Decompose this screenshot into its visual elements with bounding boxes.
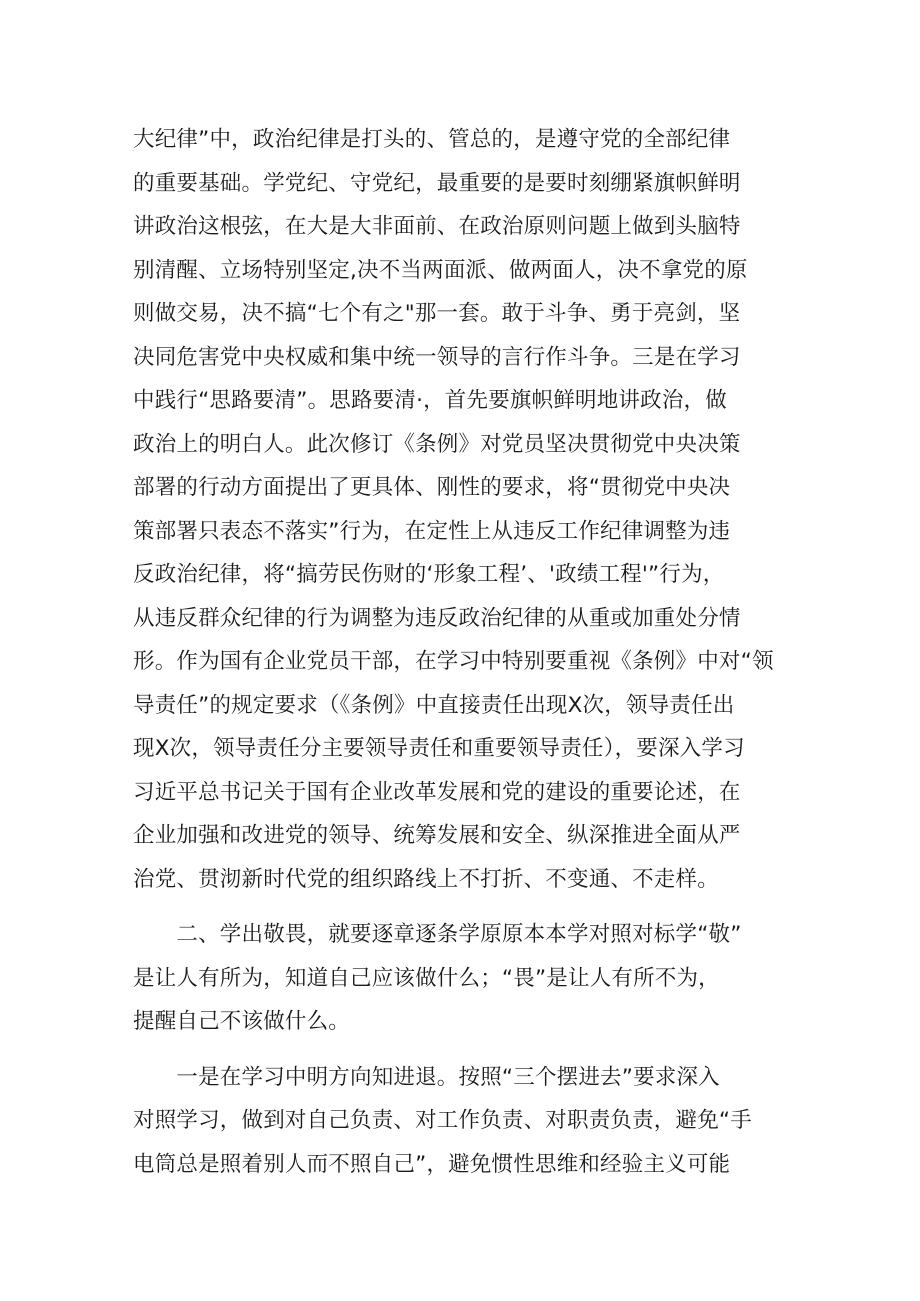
text-line: 策部署只表态不落实”行为，在定性上从违反工作纪律调整为违 <box>133 518 731 544</box>
text-line: 形。作为国有企业党员干部，在学习中特别要重视《条例》中对“领 <box>133 649 774 674</box>
text-line: 大纪律”中，政治纪律是打头的、管总的，是遵守党的全部纪律 <box>133 127 731 152</box>
text-line: 导责任”的规定要求（《条例》中直接责任出现X次，领导责任出 <box>133 692 735 718</box>
text-line: 习近平总书记关于国有企业改革发展和党的建设的重要论述，在 <box>133 779 741 805</box>
paragraph-gap <box>133 901 793 913</box>
paragraph-1 <box>133 118 793 901</box>
text-line: 则做交易，决不搞“七个有之"那一套。敢于斗争、勇于亮剑，坚 <box>133 301 741 326</box>
text-line: 反政治纪律，将“搞劳民伤财的‘形象工程’、'政绩工程'”行为， <box>133 562 725 587</box>
text-line: 对照学习，做到对自己负责、对工作负责、对职责负责，避免“手 <box>133 1108 752 1133</box>
text-line: 中践行“思路要清”。思路要清·，首先要旗帜鲜明地讲政治，做 <box>133 388 727 413</box>
text-line: 政治上的明白人。此次修订《条例》对党员坚决贯彻党中央决策 <box>133 431 741 457</box>
text-line: 二、学出敬畏，就要逐章逐条学原原本本学对照对标学“敬” <box>133 922 742 947</box>
text-line: 电筒总是照着别人而不照自己”，避免惯性思维和经验主义可能 <box>133 1151 731 1177</box>
paragraph-2 <box>133 913 793 1044</box>
text-line: 决同危害党中央权威和集中统一领导的言行作斗争。三是在学习 <box>133 344 741 370</box>
text-line: 一是在学习中明方向知进退。按照“三个摆进去”要求深入 <box>133 1064 720 1090</box>
text-line: 别清醒、立场特别坚定,决不当两面派、做两面人，决不拿党的原 <box>133 257 748 283</box>
text-line: 是让人有所为，知道自己应该做什么；“畏”是让人有所不为， <box>133 965 720 991</box>
text-line: 治党、贯沏新时代党的组织路线上不打折、不变通、不走样。 <box>133 866 719 892</box>
text-line: 企业加强和改进党的领导、统筹发展和安全、纵深推进全面从严 <box>133 823 741 848</box>
paragraph-gap <box>133 1044 793 1056</box>
text-line: 从违反群众纪律的行为调整为违反政治纪律的从重或加重处分情 <box>133 605 741 631</box>
text-line: 的重要基础。学党纪、守党纪，最重要的是要时刻绷紧旗帜鲜明 <box>133 170 741 196</box>
text-line: 讲政治这根弦，在大是大非面前、在政治原则问题上做到头脑特 <box>133 214 741 239</box>
text-line: 部署的行动方面提出了更具体、刚性的要求，将“贯彻党中央决 <box>133 475 731 500</box>
text-line: 现X次，领导责任分主要领导责任和重要领导责任），要深入学习 <box>133 736 745 761</box>
document-body <box>133 118 793 1186</box>
paragraph-3 <box>133 1056 793 1187</box>
text-line: 提醒自己不该做什么。 <box>133 1009 351 1034</box>
